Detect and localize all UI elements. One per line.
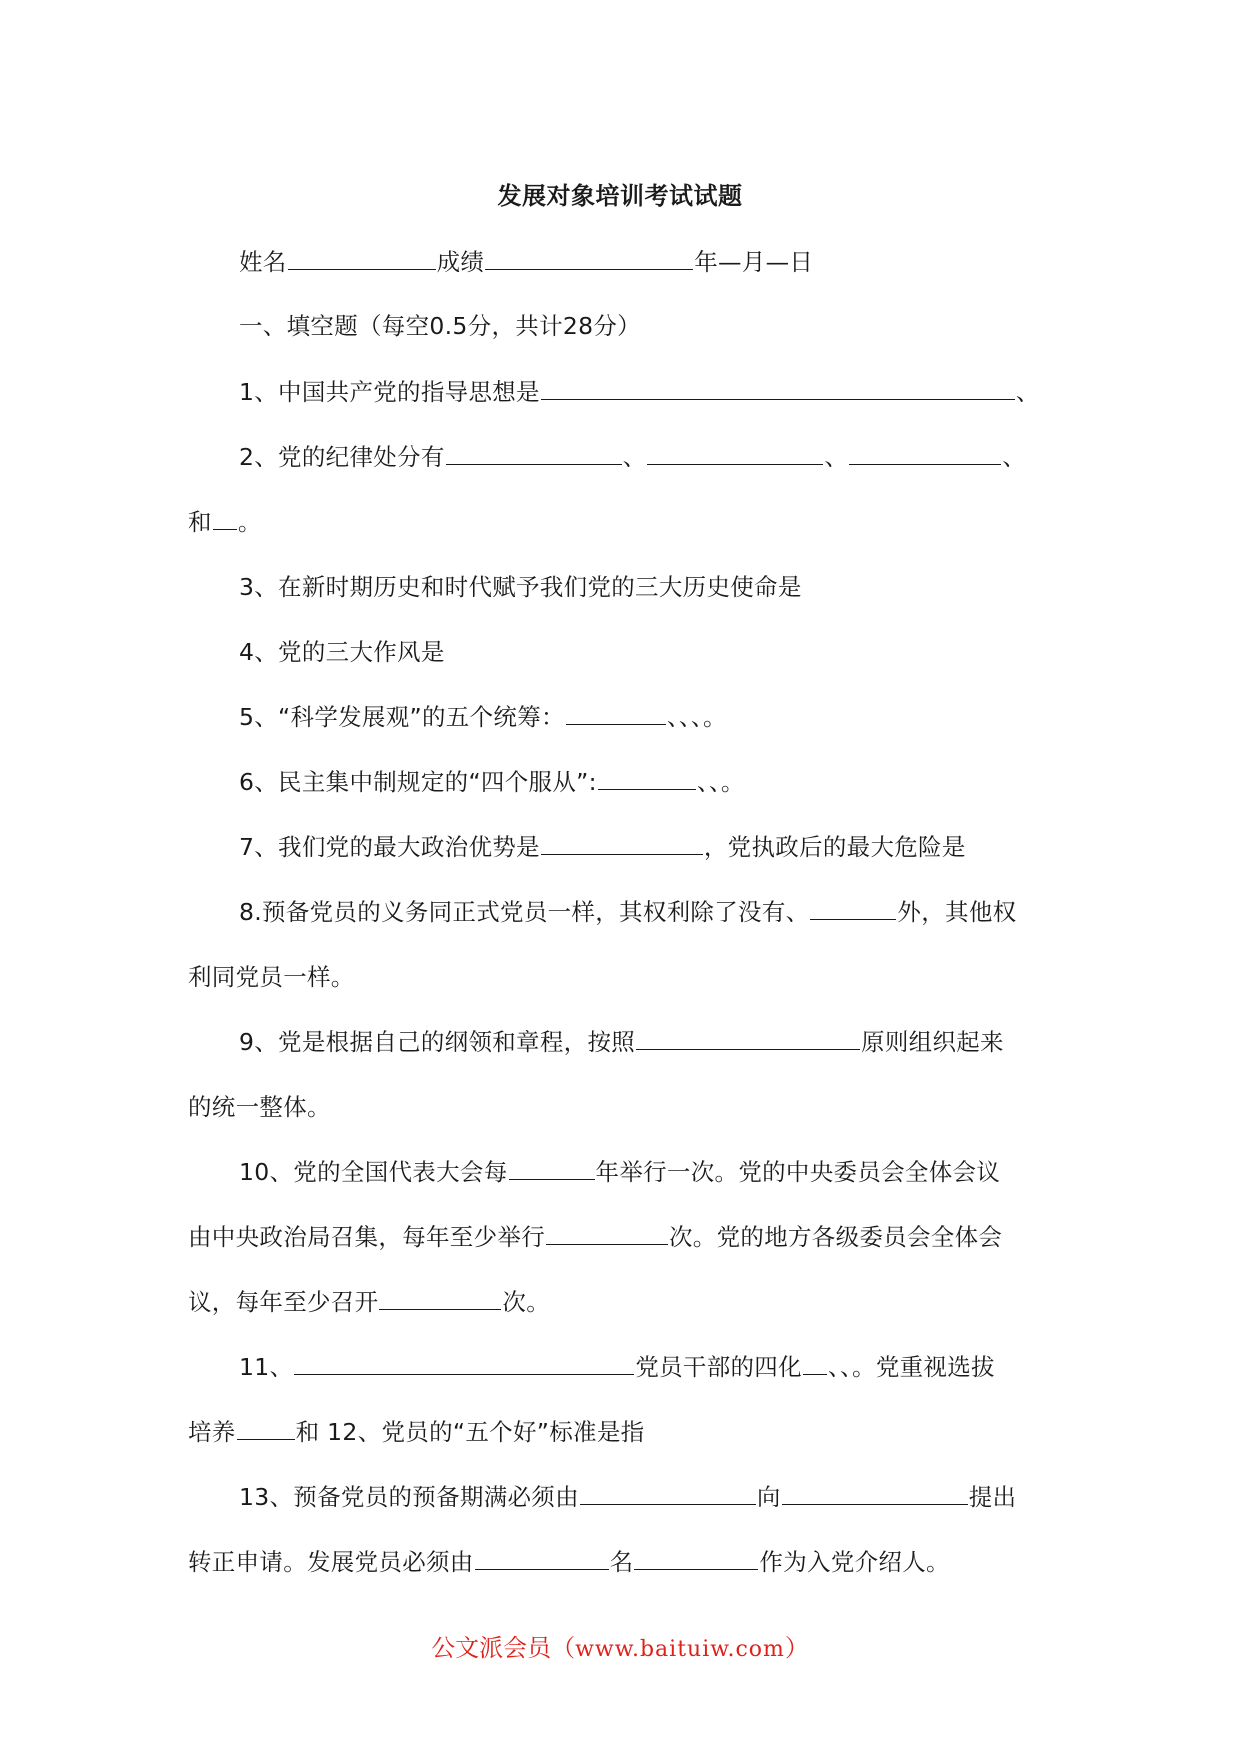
- q5-blank[interactable]: [566, 704, 666, 725]
- question-11-cont: [188, 1412, 1058, 1452]
- q11-text: 11、: [239, 1353, 294, 1381]
- q10-text-2: 由中央政治局召集，每年至少举行: [188, 1223, 545, 1251]
- q2-sep-3: 、: [1002, 443, 1027, 471]
- q9-text: 9、党是根据自己的纲领和章程，按照: [239, 1028, 636, 1056]
- question-2-cont: [188, 502, 1058, 542]
- q7-blank[interactable]: [541, 834, 703, 855]
- question-11: [188, 1347, 1058, 1387]
- q13-tail-2: 作为入党介绍人。: [759, 1548, 950, 1576]
- q7-text: 7、我们党的最大政治优势是: [239, 833, 540, 861]
- question-10-cont-2: [188, 1282, 1058, 1322]
- q2-sep-2: 、: [824, 443, 849, 471]
- q13-blank-3[interactable]: [475, 1549, 609, 1570]
- question-4: 4、党的三大作风是: [239, 638, 445, 666]
- q1-text: 1、中国共产党的指导思想是: [239, 378, 540, 406]
- q2-blank-2[interactable]: [647, 444, 823, 465]
- question-13: [188, 1477, 1058, 1517]
- question-6: [188, 762, 1058, 802]
- q10-blank-2[interactable]: [546, 1224, 668, 1245]
- q11-tail: 、、。党重视选拔: [827, 1353, 995, 1381]
- name-blank[interactable]: [288, 249, 436, 270]
- question-9-cont: 的统一整体。: [188, 1093, 331, 1121]
- q13-blank-2[interactable]: [782, 1484, 968, 1505]
- q2-end: 。: [237, 508, 262, 536]
- q2-blank-4[interactable]: [213, 509, 237, 530]
- q6-text: 6、民主集中制规定的“四个服从”:: [239, 768, 597, 796]
- q12-text: 和 12、党员的“五个好”标准是指: [295, 1418, 645, 1446]
- q11-blank-2[interactable]: [803, 1354, 827, 1375]
- q10-text: 10、党的全国代表大会每: [239, 1158, 508, 1186]
- section-heading: 一、填空题（每空0.5分，共计28分）: [239, 312, 641, 340]
- question-1: [188, 372, 1058, 412]
- q1-tail: 、: [1015, 378, 1040, 406]
- q2-blank-1[interactable]: [446, 444, 622, 465]
- q13-mid: 向: [756, 1483, 781, 1511]
- footer-watermark: [0, 1628, 1240, 1670]
- q10-tail: 年举行一次。党的中央委员会全体会议: [595, 1158, 1001, 1186]
- q13-blank-1[interactable]: [580, 1484, 756, 1505]
- q10-tail-2: 次。党的地方各级委员会全体会: [669, 1223, 1003, 1251]
- q5-tail: 、、、。: [666, 703, 727, 731]
- question-8-cont: 利同党员一样。: [188, 963, 355, 991]
- score-label: 成绩: [436, 248, 485, 276]
- q13-tail: 提出: [968, 1483, 1017, 1511]
- q8-text: 8.预备党员的义务同正式党员一样，其权利除了没有、: [239, 898, 810, 926]
- question-10: [188, 1152, 1058, 1192]
- date-text: 年—月—日: [694, 248, 814, 276]
- q13-text: 13、预备党员的预备期满必须由: [239, 1483, 579, 1511]
- student-info-line: [188, 242, 1058, 282]
- q2-and: 和: [188, 508, 212, 536]
- q13-text-2: 转正申请。发展党员必须由: [188, 1548, 474, 1576]
- question-9: [188, 1022, 1058, 1062]
- q11-text-2: 培养: [188, 1418, 236, 1446]
- question-8: [188, 892, 1058, 932]
- q5-text: 5、“科学发展观”的五个统筹：: [239, 703, 565, 731]
- score-blank[interactable]: [485, 249, 693, 270]
- q11-mid: 党员干部的四化: [635, 1353, 802, 1381]
- q9-blank[interactable]: [636, 1029, 860, 1050]
- q13-blank-4[interactable]: [634, 1549, 758, 1570]
- q10-tail-3: 次。: [502, 1288, 551, 1316]
- question-5: [188, 697, 1058, 737]
- question-10-cont-1: [188, 1217, 1058, 1257]
- q10-blank-1[interactable]: [509, 1159, 595, 1180]
- q8-tail: 外，其他权: [897, 898, 1017, 926]
- q2-blank-3[interactable]: [849, 444, 1001, 465]
- q11-blank-1[interactable]: [294, 1354, 634, 1375]
- question-2: [188, 437, 1058, 477]
- question-7: [188, 827, 1058, 867]
- q2-sep-1: 、: [622, 443, 647, 471]
- q13-mid-2: 名: [609, 1548, 634, 1576]
- name-label: 姓名: [239, 248, 287, 276]
- question-3: 3、在新时期历史和时代赋予我们党的三大历史使命是: [239, 573, 802, 601]
- footer-brand: 公文派会员（: [431, 1634, 576, 1662]
- q2-text: 2、党的纪律处分有: [239, 443, 445, 471]
- q6-blank[interactable]: [598, 769, 696, 790]
- q10-blank-3[interactable]: [379, 1289, 501, 1310]
- q6-tail: 、、。: [696, 768, 745, 796]
- exam-title: 发展对象培训考试试题: [497, 182, 743, 210]
- q1-blank[interactable]: [541, 379, 1015, 400]
- q7-tail: ，党执政后的最大危险是: [703, 833, 966, 861]
- footer-url[interactable]: www.baituiw.com: [575, 1637, 785, 1662]
- question-13-cont: [188, 1542, 1058, 1582]
- q8-blank[interactable]: [810, 899, 896, 920]
- q9-tail: 原则组织起来: [861, 1028, 1004, 1056]
- footer-close: ）: [784, 1634, 809, 1662]
- q11-blank-3[interactable]: [237, 1419, 295, 1440]
- q10-text-3: 议，每年至少召开: [188, 1288, 379, 1316]
